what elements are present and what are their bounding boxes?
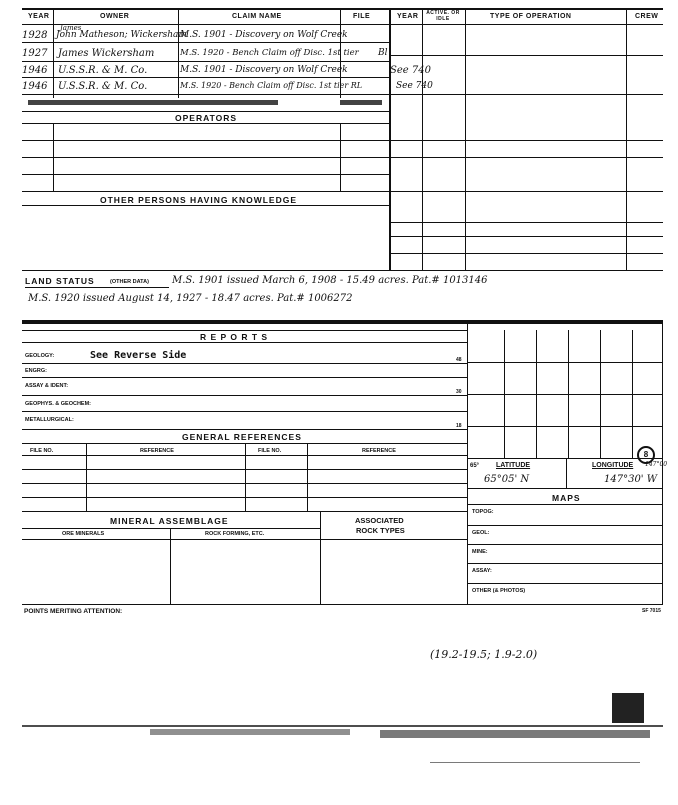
- owner-row-4-year: 1946: [22, 81, 48, 92]
- latitude-label: LATITUDE: [496, 462, 531, 469]
- reports-title: R E P O R T S: [200, 332, 269, 342]
- longitude-label: LONGITUDE: [592, 462, 634, 469]
- other-persons-title: OTHER PERSONS HAVING KNOWLEDGE: [100, 195, 298, 205]
- engrg-label: ENGRG:: [25, 368, 47, 374]
- owner-row-4-claim: M.S. 1920 - Bench Claim off Disc. 1st tier RL: [180, 81, 363, 90]
- owner-row-1-note: James: [60, 24, 82, 32]
- mineral-assemblage-title: MINERAL ASSEMBLAGE: [110, 516, 229, 526]
- header-claim-name: CLAIM NAME: [232, 13, 282, 20]
- owner-row-2-file: Bl: [378, 48, 388, 58]
- owner-row-4-file: See 740: [396, 81, 433, 91]
- owner-row-4-owner: U.S.S.R. & M. Co.: [58, 81, 148, 92]
- land-status-line-2: M.S. 1920 issued August 14, 1927 - 18.47 acres. Pat.# 1006272: [28, 293, 353, 304]
- header-crew: CREW: [635, 13, 659, 20]
- maps-geol-label: GEOL:: [472, 530, 490, 536]
- owner-row-1-owner: John Matheson; Wickersham: [56, 30, 187, 40]
- owner-row-3-owner: U.S.S.R. & M. Co.: [58, 65, 148, 76]
- land-status-label: LAND STATUS: [25, 276, 95, 286]
- geology-label: GEOLOGY:: [25, 353, 55, 359]
- scan-noise-band: [380, 730, 650, 738]
- general-references-title: GENERAL REFERENCES: [182, 432, 302, 442]
- ref-file-no-2: FILE NO.: [258, 448, 282, 454]
- points-meriting-attention-label: POINTS MERITING ATTENTION:: [24, 608, 123, 615]
- maps-mine-label: MINE:: [472, 549, 488, 555]
- owner-row-3-claim: M.S. 1901 - Discovery on Wolf Creek: [180, 65, 348, 75]
- ref-file-no-1: FILE NO.: [30, 448, 54, 454]
- form-number: SF 7015: [642, 608, 661, 614]
- land-status-sublabel: (OTHER DATA): [110, 279, 149, 285]
- header-owner: OWNER: [100, 13, 130, 20]
- ref-reference-2: REFERENCE: [362, 448, 396, 454]
- assay-ident-label: ASSAY & IDENT:: [25, 383, 69, 389]
- header-active-idle: ACTIVE. OR IDLE: [426, 10, 460, 22]
- number-48: 48: [456, 357, 462, 363]
- header-year-2: YEAR: [397, 13, 419, 20]
- longitude-note: 147°00: [645, 461, 668, 468]
- header-year: YEAR: [28, 13, 50, 20]
- metallurgical-label: METALLURGICAL:: [25, 417, 74, 423]
- number-30: 30: [456, 389, 462, 395]
- header-type-of-operation: TYPE OF OPERATION: [490, 13, 572, 20]
- geophys-geochem-label: GEOPHYS. & GEOCHEM:: [25, 401, 92, 407]
- number-18: 18: [456, 423, 462, 429]
- circle-mark: 8: [637, 446, 655, 464]
- land-status-line-1: M.S. 1901 issued March 6, 1908 - 15.49 acres. Pat.# 1013146: [172, 275, 488, 286]
- owner-row-2-claim: M.S. 1920 - Bench Claim off Disc. 1st tier: [180, 48, 359, 58]
- latitude-prefix: 65°: [470, 463, 480, 469]
- owner-row-1-year: 1928: [22, 30, 48, 41]
- maps-other-label: OTHER (& PHOTOS): [472, 588, 526, 594]
- smudge-mark: [340, 100, 382, 105]
- ref-reference-1: REFERENCE: [140, 448, 174, 454]
- owner-row-2-owner: James Wickersham: [58, 48, 155, 59]
- owner-row-3-year: 1946: [22, 65, 48, 76]
- owner-row-1-claim: M.S. 1901 - Discovery on Wolf Creek: [180, 30, 348, 40]
- header-file: FILE: [353, 13, 371, 20]
- latitude-value: 65°05' N: [484, 474, 530, 485]
- scan-noise-band: [150, 729, 350, 735]
- smudge-mark: [28, 100, 278, 105]
- maps-topog-label: TOPOG:: [472, 509, 494, 515]
- associated-label: ASSOCIATED: [355, 516, 404, 525]
- black-mark: [612, 693, 644, 723]
- rock-types-label: ROCK TYPES: [356, 526, 405, 535]
- operators-title: OPERATORS: [175, 113, 238, 123]
- scan-noise-line: [22, 725, 663, 727]
- coordinate-note: (19.2-19.5; 1.9-2.0): [430, 648, 538, 661]
- owner-row-2-year: 1927: [22, 48, 48, 59]
- ore-minerals-label: ORE MINERALS: [62, 531, 105, 537]
- maps-title: MAPS: [552, 493, 581, 503]
- scan-noise-line: [430, 762, 640, 763]
- maps-assay-label: ASSAY:: [472, 568, 492, 574]
- longitude-value: 147°30' W: [604, 474, 658, 485]
- owner-row-3-file: See 740: [390, 65, 431, 76]
- rock-forming-label: ROCK FORMING, ETC.: [205, 531, 265, 537]
- geology-value: See Reverse Side: [90, 350, 187, 361]
